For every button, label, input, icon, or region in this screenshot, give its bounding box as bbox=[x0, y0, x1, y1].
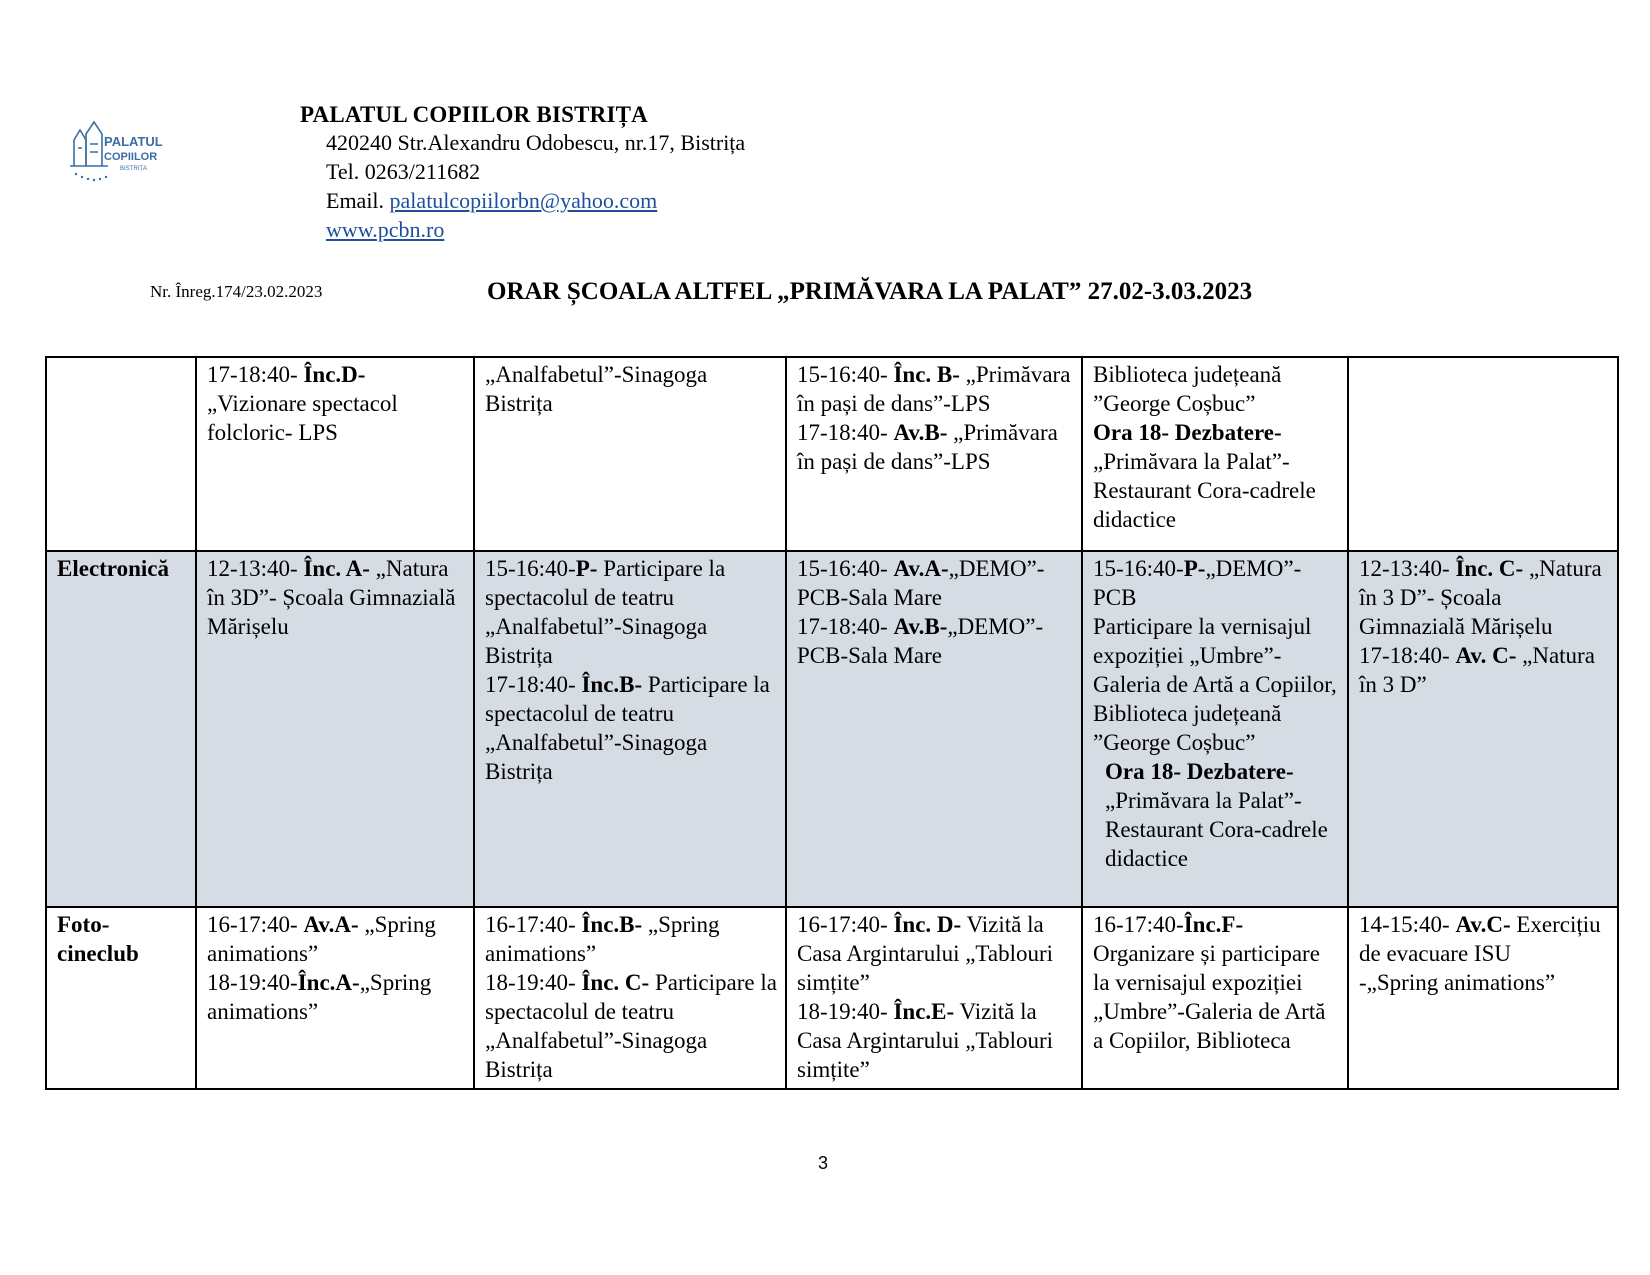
schedule-entry bbox=[1093, 418, 1341, 534]
schedule-entry bbox=[207, 910, 467, 968]
entry-text: „DEMO”-PCB bbox=[1093, 556, 1302, 610]
group-label: Înc.A- bbox=[297, 970, 360, 995]
schedule-entry bbox=[797, 910, 1075, 997]
group-label: Av.B- bbox=[893, 614, 948, 639]
schedule-entry bbox=[485, 554, 779, 670]
schedule-table bbox=[45, 356, 1619, 1090]
schedule-entry bbox=[797, 612, 1075, 670]
activity-name: Electronică bbox=[46, 551, 196, 907]
group-label: Înc. A- bbox=[303, 556, 370, 581]
group-label: P- bbox=[575, 556, 598, 581]
schedule-entry bbox=[207, 554, 467, 641]
group-label: Înc.F- bbox=[1183, 912, 1244, 937]
group-label: Înc.E- bbox=[893, 999, 955, 1024]
entry-text: „Primăvara la Palat”-Restaurant Cora-cadrele didactice bbox=[1093, 449, 1316, 532]
entry-text: „Primăvara în pași de dans”-LPS bbox=[797, 362, 1071, 416]
organization-header bbox=[300, 102, 745, 244]
entry-text: 15-16:40- bbox=[485, 556, 576, 581]
schedule-cell bbox=[474, 907, 786, 1089]
entry-text: „DEMO”-PCB-Sala Mare bbox=[797, 556, 1045, 610]
schedule-cell bbox=[474, 551, 786, 907]
schedule-cell bbox=[786, 551, 1082, 907]
group-label: Av.A- bbox=[893, 556, 949, 581]
schedule-entry bbox=[797, 360, 1075, 418]
group-label: Av. C- bbox=[1455, 643, 1517, 668]
activity-name bbox=[46, 357, 196, 551]
entry-text: 15-16:40- bbox=[797, 362, 894, 387]
group-label: Înc.B- bbox=[581, 912, 643, 937]
schedule-cell bbox=[1348, 907, 1618, 1089]
entry-text: Participare la spectacolul de teatru „Analfabetul”-Sinagoga Bistrița bbox=[485, 556, 726, 668]
entry-text: Vizită la Casa Argintarului „Tablouri simțite” bbox=[797, 999, 1054, 1082]
entry-text: 16-17:40- bbox=[485, 912, 582, 937]
schedule-entry bbox=[1359, 641, 1611, 699]
entry-text: 16-17:40- bbox=[207, 912, 304, 937]
entry-text: „DEMO”-PCB-Sala Mare bbox=[797, 614, 1044, 668]
group-label: Înc. D- bbox=[893, 912, 962, 937]
group-label: Av.C- bbox=[1455, 912, 1511, 937]
entry-text: 17-18:40- bbox=[1359, 643, 1456, 668]
entry-text: Exercițiu de evacuare ISU bbox=[1359, 912, 1601, 966]
schedule-entry bbox=[485, 968, 779, 1084]
entry-text: 17-18:40- bbox=[797, 614, 894, 639]
logo-text-2: COPIILOR bbox=[104, 151, 158, 163]
schedule-entry bbox=[207, 968, 467, 1026]
logo-text-1: PALATUL bbox=[104, 134, 163, 149]
entry-text: 18-19:40- bbox=[485, 970, 582, 995]
entry-text: „Natura în 3 D”- Școala Gimnazială Mărișelu bbox=[1359, 556, 1602, 639]
schedule-entry bbox=[207, 360, 467, 389]
email-label: Email. bbox=[326, 188, 390, 213]
org-email-line bbox=[326, 186, 745, 215]
page-number: 3 bbox=[818, 1153, 829, 1173]
schedule-cell bbox=[196, 357, 474, 551]
org-name: PALATUL COPIILOR BISTRIȚA bbox=[300, 102, 648, 127]
schedule-entry bbox=[1093, 554, 1341, 612]
group-label: Av.A- bbox=[303, 912, 359, 937]
entry-text: 16-17:40- bbox=[797, 912, 894, 937]
group-label: P- bbox=[1183, 556, 1206, 581]
entry-text: „Vizionare spectacol folcloric- LPS bbox=[207, 391, 398, 445]
schedule-cell bbox=[1082, 357, 1348, 551]
schedule-entry bbox=[1359, 554, 1611, 641]
entry-text: „Natura în 3 D” bbox=[1359, 643, 1595, 697]
schedule-entry bbox=[1093, 910, 1341, 1055]
schedule-entry bbox=[1359, 968, 1611, 997]
group-label: Înc. B- bbox=[893, 362, 960, 387]
group-label: Ora 18- Dezbatere- bbox=[1093, 420, 1282, 445]
schedule-cell bbox=[786, 907, 1082, 1089]
schedule-entry bbox=[1359, 910, 1611, 968]
entry-text: „Spring animations” bbox=[485, 912, 720, 966]
schedule-cell bbox=[1348, 357, 1618, 551]
entry-text: 12-13:40- bbox=[1359, 556, 1456, 581]
entry-text: „Primăvara la Palat”-Restaurant Cora-cadrele didactice bbox=[1105, 788, 1328, 871]
org-address: 420240 Str.Alexandru Odobescu, nr.17, Bistrița bbox=[326, 130, 746, 155]
schedule-row bbox=[46, 551, 1618, 907]
entry-text: 12-13:40- bbox=[207, 556, 304, 581]
entry-text: „Primăvara în pași de dans”-LPS bbox=[797, 420, 1058, 474]
org-phone: Tel. 0263/211682 bbox=[326, 159, 481, 184]
entry-text: „Analfabetul”-Sinagoga Bistrița bbox=[485, 362, 708, 416]
entry-text: „Spring animations” bbox=[207, 970, 432, 1024]
group-label: Ora 18- Dezbatere- bbox=[1105, 759, 1294, 784]
schedule-cell bbox=[786, 357, 1082, 551]
entry-text: Participare la vernisajul expoziției „Umbre”-Galeria de Artă a Copiilor, Biblioteca județeană ”George Coșbuc” bbox=[1093, 614, 1337, 755]
entry-text: 17-18:40- bbox=[207, 362, 304, 387]
schedule-cell bbox=[1082, 551, 1348, 907]
entry-text: 14-15:40- bbox=[1359, 912, 1456, 937]
entry-text: 17-18:40- bbox=[797, 420, 894, 445]
schedule-cell bbox=[474, 357, 786, 551]
schedule-entry bbox=[1093, 360, 1341, 418]
schedule-cell bbox=[196, 907, 474, 1089]
entry-text: 15-16:40- bbox=[1093, 556, 1184, 581]
entry-text: Participare la spectacolul de teatru „Analfabetul”-Sinagoga Bistrița bbox=[485, 672, 770, 784]
group-label: Înc. C- bbox=[1455, 556, 1524, 581]
logo-text-3: BISTRIȚA bbox=[120, 166, 148, 172]
entry-text: 17-18:40- bbox=[485, 672, 582, 697]
schedule-entry bbox=[797, 554, 1075, 612]
schedule-entry bbox=[485, 360, 779, 418]
registration-number: Nr. Înreg.174/23.02.2023 bbox=[150, 282, 323, 301]
schedule-entry bbox=[207, 389, 467, 447]
entry-text: Participare la spectacolul de teatru „Analfabetul”-Sinagoga Bistrița bbox=[485, 970, 777, 1082]
entry-text: 16-17:40- bbox=[1093, 912, 1184, 937]
entry-text: 18-19:40- bbox=[797, 999, 894, 1024]
entry-text: 15-16:40- bbox=[797, 556, 894, 581]
schedule-cell bbox=[1082, 907, 1348, 1089]
entry-text: Organizare și participare la vernisajul expoziției „Umbre”-Galeria de Artă a Copiilor, Biblioteca bbox=[1093, 941, 1326, 1053]
email-link[interactable]: palatulcopiilorbn@yahoo.com bbox=[389, 188, 658, 213]
schedule-entry bbox=[797, 418, 1075, 476]
entry-text: Vizită la Casa Argintarului „Tablouri simțite” bbox=[797, 912, 1054, 995]
entry-text: -„Spring animations” bbox=[1359, 970, 1556, 995]
schedule-entry bbox=[1093, 612, 1341, 757]
palatul-copiilor-logo bbox=[68, 118, 190, 186]
entry-text: 18-19:40- bbox=[207, 970, 298, 995]
group-label: Înc. C- bbox=[581, 970, 650, 995]
schedule-cell bbox=[196, 551, 474, 907]
entry-text: „Spring animations” bbox=[207, 912, 436, 966]
group-label: Înc.B- bbox=[581, 672, 643, 697]
schedule-row bbox=[46, 357, 1618, 551]
schedule-cell bbox=[1348, 551, 1618, 907]
entry-text: Biblioteca județeană ”George Coșbuc” bbox=[1093, 362, 1282, 416]
document-title: ORAR ȘCOALA ALTFEL „PRIMĂVARA LA PALAT” 27.02-3.03.2023 bbox=[487, 278, 1253, 305]
group-label: Av.B- bbox=[893, 420, 948, 445]
schedule-entry bbox=[797, 997, 1075, 1084]
website-link[interactable]: www.pcbn.ro bbox=[326, 217, 445, 242]
group-label: Înc.D- bbox=[303, 362, 366, 387]
schedule-entry bbox=[485, 670, 779, 786]
entry-text: „Natura în 3D”- Școala Gimnazială Mărișelu bbox=[207, 556, 456, 639]
schedule-row bbox=[46, 907, 1618, 1089]
activity-name: Foto-cineclub bbox=[46, 907, 196, 1089]
schedule-entry bbox=[485, 910, 779, 968]
schedule-entry bbox=[1093, 757, 1341, 873]
